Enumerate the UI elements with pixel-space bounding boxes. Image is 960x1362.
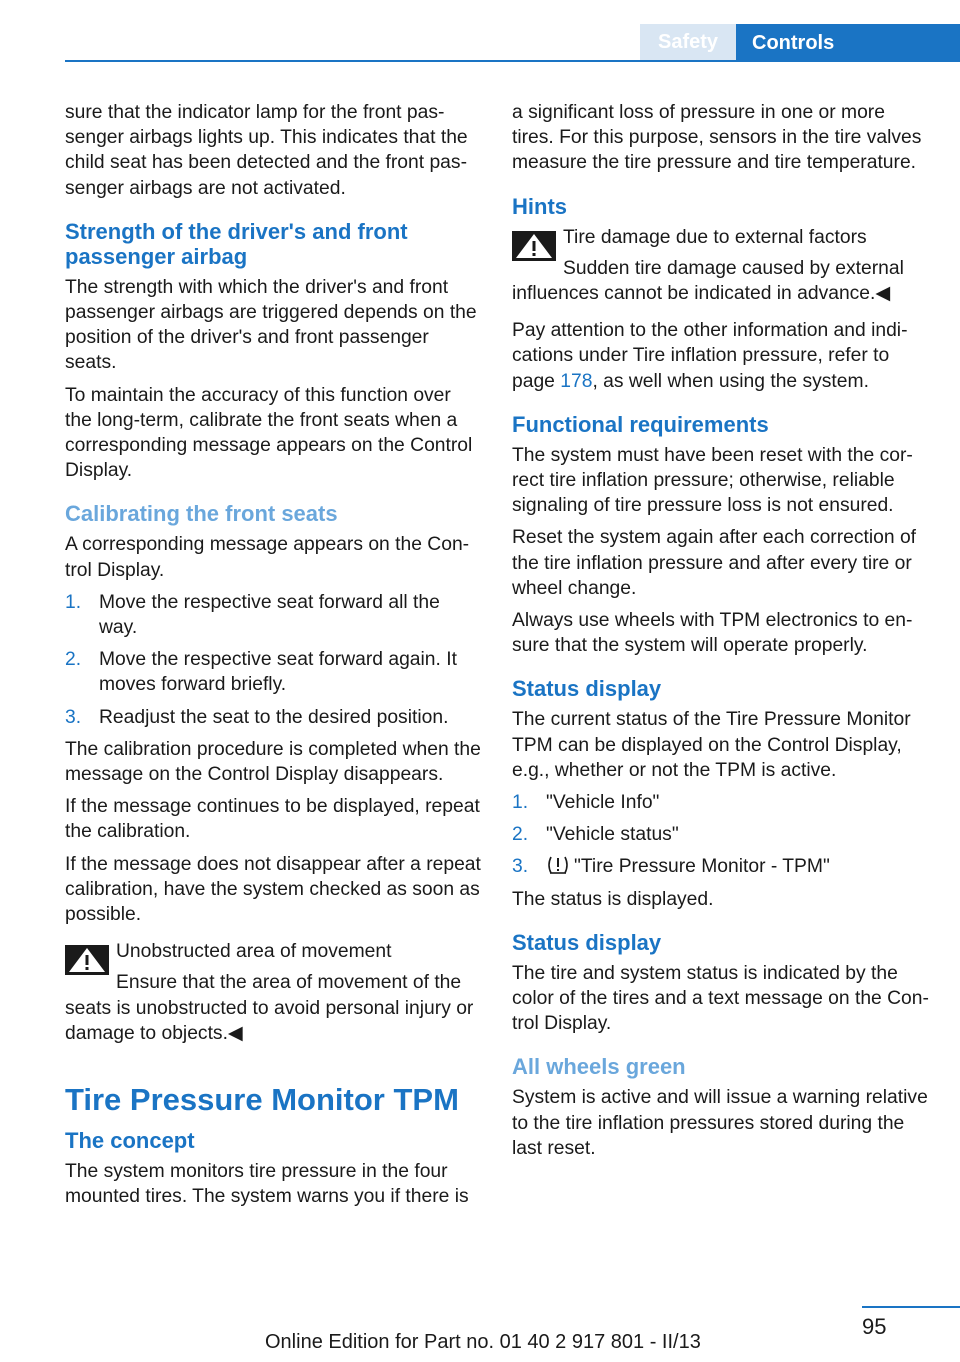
warning-movement	[65, 939, 482, 1046]
warning-body: Ensure that the area of movement of the seats is unobstructed to avoid personal injury or damage to objects.◀	[65, 972, 474, 1044]
header-rule	[65, 60, 960, 62]
step-text: Move the respective seat forward again. It moves forward briefly.	[99, 649, 457, 696]
step-number: 2.	[512, 824, 529, 846]
calibration-steps	[65, 590, 482, 730]
concept-paragraph: The system monitors tire pressure in the four mounted tires. The system warns you if there is	[65, 1161, 469, 1208]
tire-pressure-warning-icon	[546, 855, 570, 875]
heading-concept: The concept	[65, 1128, 195, 1154]
list-item	[512, 854, 930, 879]
heading-all-wheels-green: All wheels green	[512, 1054, 686, 1080]
warning-title: Tire damage due to external factors	[563, 226, 867, 248]
step-number: 3.	[512, 856, 529, 878]
heading-status-display: Status display	[512, 676, 662, 702]
heading-status-display-2: Status display	[512, 929, 662, 955]
step-text: Readjust the seat to the desired position.	[99, 706, 449, 728]
warning-body: Sudden tire damage caused by external influences cannot be indicated in advance.◀	[512, 257, 904, 305]
left-column	[65, 100, 482, 1217]
heading-tpm: Tire Pressure Monitor TPM	[65, 1082, 459, 1118]
step-text: "Vehicle status"	[546, 824, 679, 846]
strength-paragraph-1: The strength with which the driver's and front passenger airbags are triggered depends on the position of the driver's and front passenger seats.	[65, 276, 477, 374]
warning-title: Unobstructed area of movement	[116, 941, 392, 963]
functional-paragraph-2: Reset the system again after each correction of the tire inflation pressure and after every tire or wheel change.	[512, 527, 917, 599]
status-steps	[512, 790, 930, 880]
warning-triangle-icon	[512, 231, 556, 261]
step-number: 1.	[512, 792, 529, 814]
attention-paragraph	[512, 318, 930, 394]
warning-triangle-icon	[65, 945, 109, 975]
strength-paragraph-2: To maintain the accuracy of this function over the long-term, calibrate the front seats when a corresponding message appears on the Control Display.	[65, 384, 473, 482]
heading-functional-requirements: Functional requirements	[512, 411, 769, 437]
step-text: "Tire Pressure Monitor - TPM"	[574, 856, 830, 878]
edition-footer: Online Edition for Part no. 01 40 2 917 801 - II/13	[265, 1331, 701, 1353]
calibration-repeat-paragraph: If the message continues to be displayed, repeat the calibration.	[65, 796, 480, 843]
concept-continued-paragraph: a significant loss of pressure in one or more tires. For this purpose, sensors in the tire valves measure the tire pressure and tire temperature.	[512, 102, 922, 174]
heading-hints: Hints	[512, 193, 567, 219]
calibrating-paragraph: A corresponding message appears on the Control Display.	[65, 534, 470, 581]
status-displayed-paragraph: The status is displayed.	[512, 888, 714, 910]
section-tab-safety: Safety	[640, 24, 736, 60]
attention-text-end: , as well when using the system.	[592, 370, 869, 392]
list-item	[65, 705, 482, 730]
status-display-paragraph-2: The tire and system status is indicated by the color of the tires and a text message on the Control Display.	[512, 962, 929, 1035]
status-display-paragraph: The current status of the Tire Pressure Monitor TPM can be displayed on the Control Display, e.g., whether or not the TPM is active.	[512, 709, 911, 781]
intro-paragraph: sure that the indicator lamp for the front passenger airbags lights up. This indicates that the child seat has been detected and the front passenger airbags are not activated.	[65, 102, 468, 199]
step-number: 1.	[65, 591, 82, 613]
step-text: Move the respective seat forward all the way.	[99, 591, 440, 639]
step-number: 2.	[65, 649, 82, 671]
heading-airbag-strength: Strength of the driver's and front passenger airbag	[65, 218, 408, 269]
calibration-complete-paragraph: The calibration procedure is completed when the message on the Control Display disappears.	[65, 738, 481, 786]
step-text: "Vehicle Info"	[546, 792, 660, 814]
page-number: 95	[862, 1314, 887, 1339]
list-item	[512, 822, 930, 847]
section-tab-controls: Controls	[736, 24, 960, 62]
right-column	[512, 100, 930, 1168]
functional-paragraph-3: Always use wheels with TPM electronics to ensure that the system will operate properly.	[512, 610, 913, 657]
list-item	[65, 647, 482, 697]
step-number: 3.	[65, 706, 82, 728]
calibration-check-paragraph: If the message does not disappear after a repeat calibration, have the system checked as soon as possible.	[65, 853, 481, 926]
list-item	[65, 590, 482, 640]
all-wheels-green-paragraph: System is active and will issue a warning relative to the tire inflation pressures stored during the last reset.	[512, 1087, 928, 1159]
list-item	[512, 790, 930, 815]
attention-text: Pay attention to the other information and indications under Tire inflation pressure, refer to page	[512, 320, 908, 392]
page-number-rule	[862, 1306, 960, 1308]
heading-calibrating-seats: Calibrating the front seats	[65, 501, 338, 527]
functional-paragraph-1: The system must have been reset with the correct tire inflation pressure; otherwise, reliable signaling of tire pressure loss is not ensured.	[512, 444, 913, 517]
warning-tire-damage	[512, 225, 930, 307]
page-link-178[interactable]: 178	[560, 370, 593, 392]
